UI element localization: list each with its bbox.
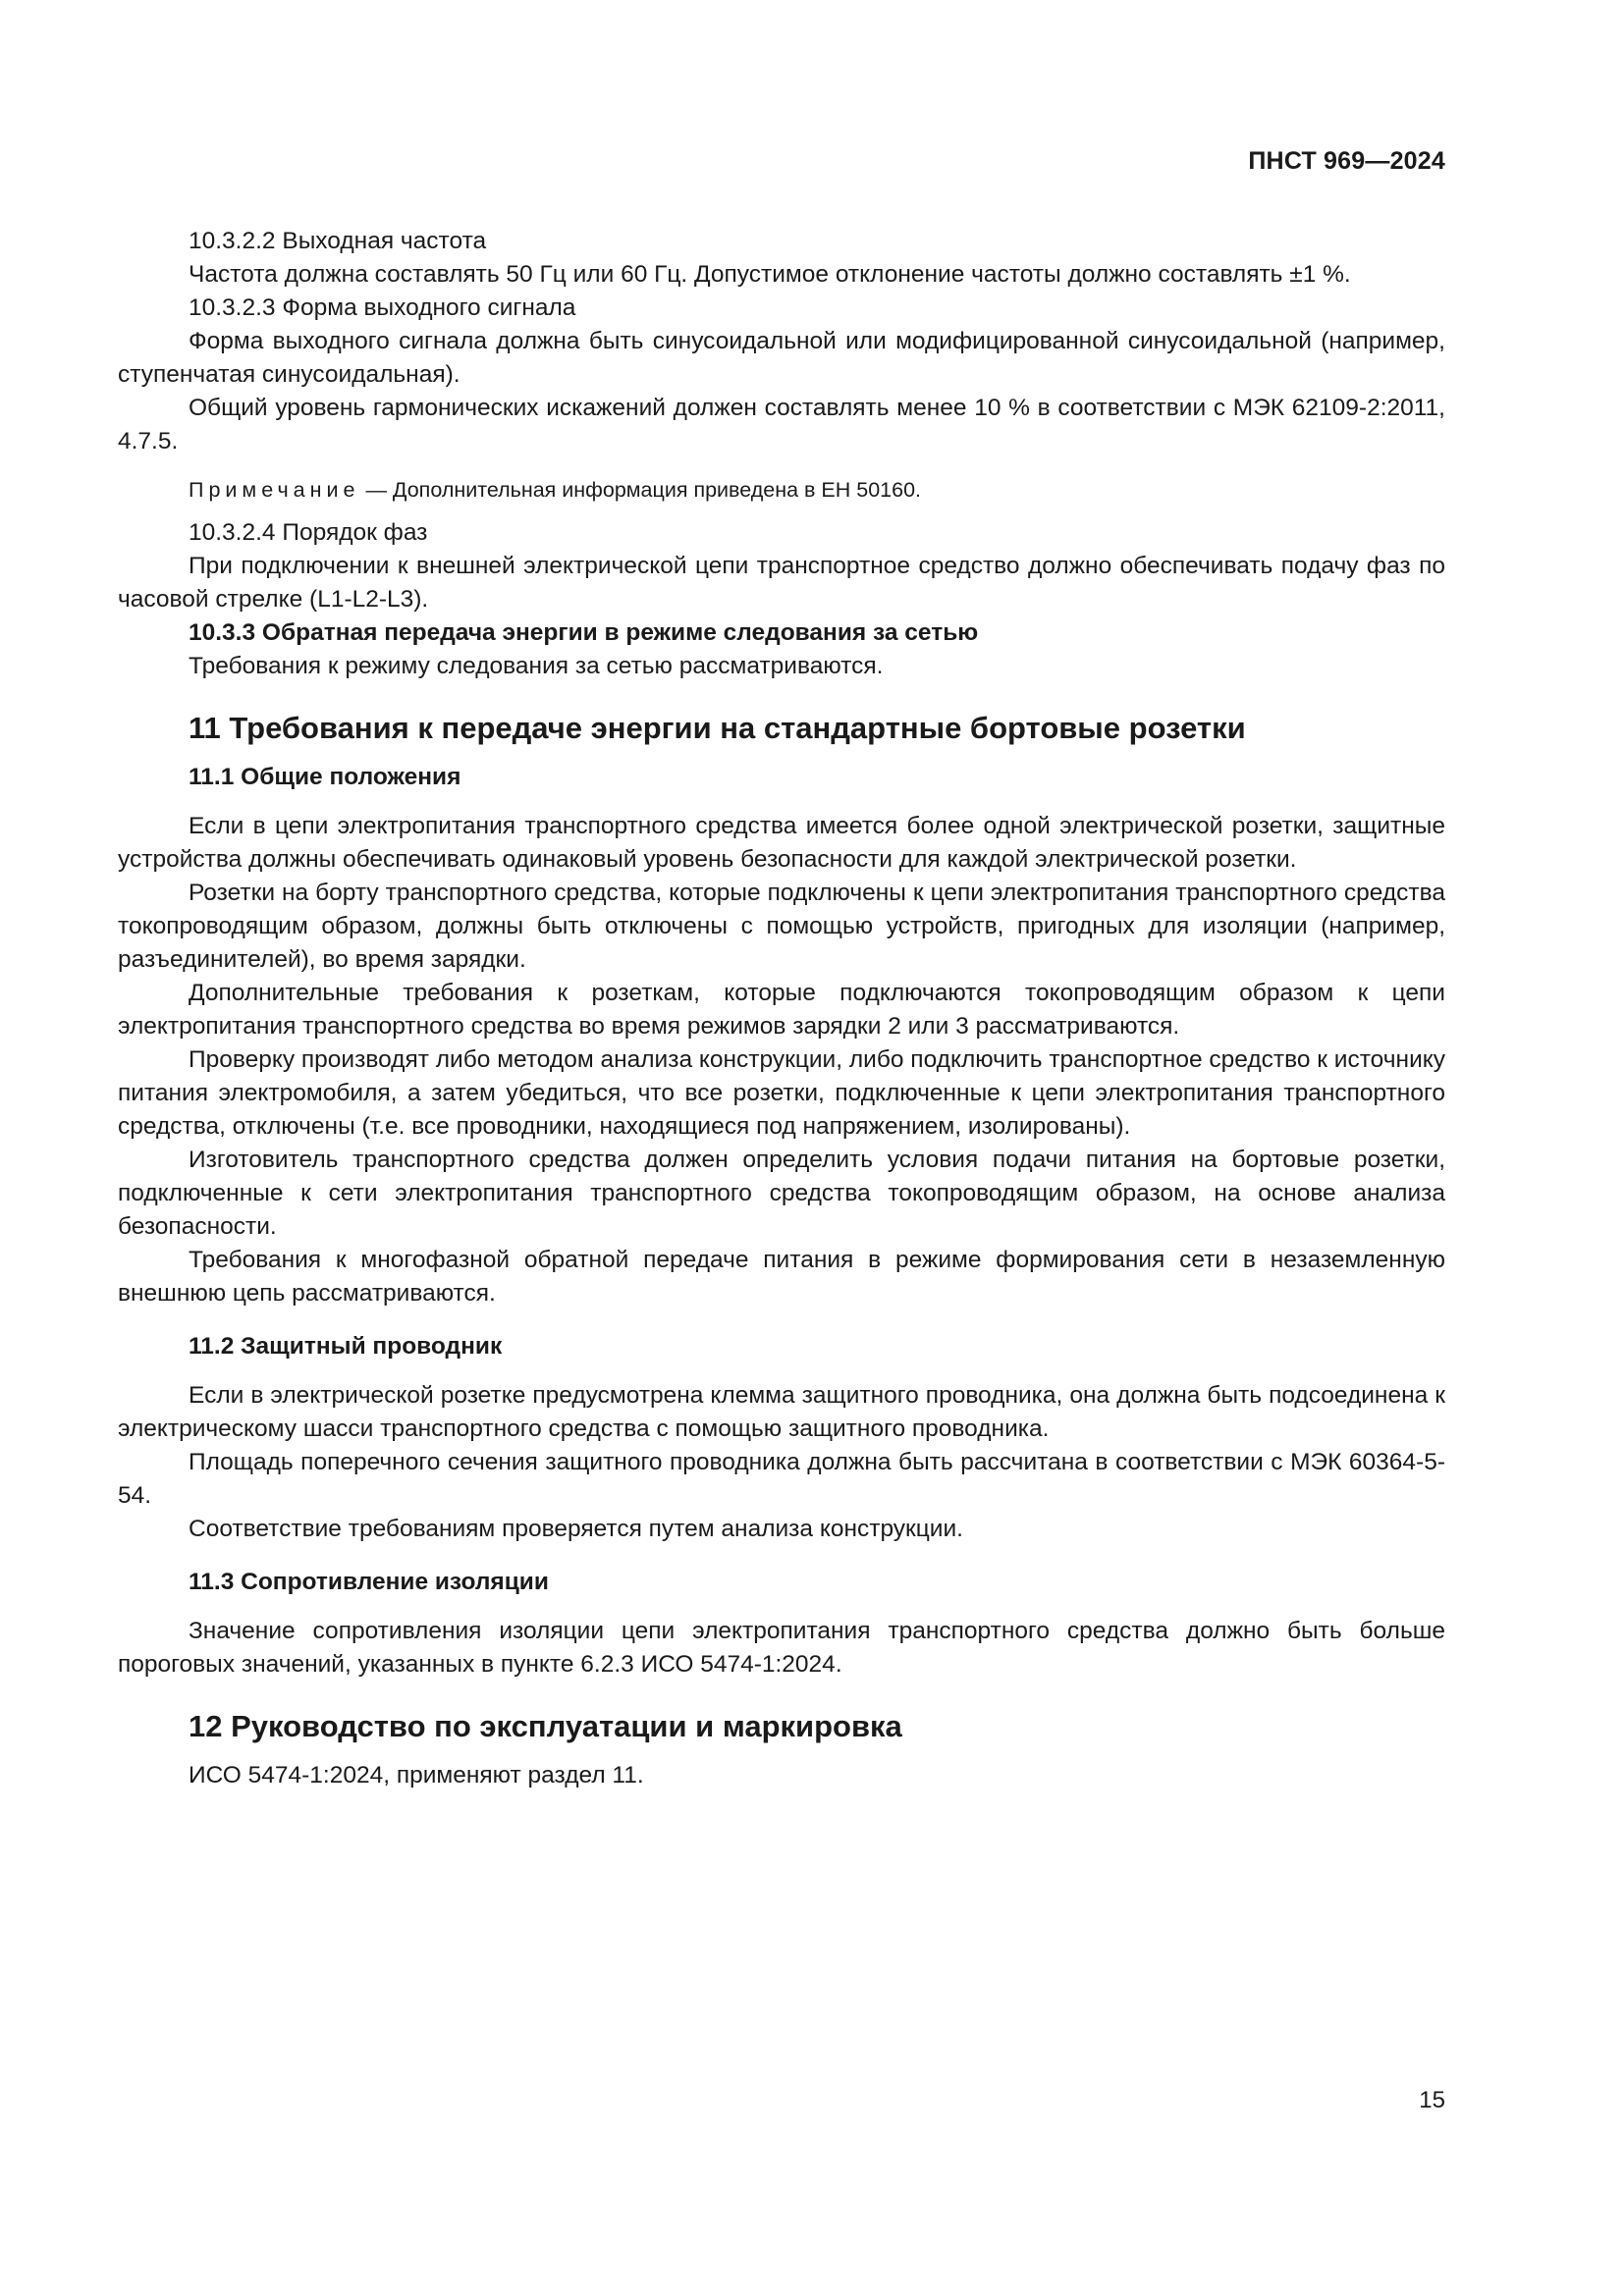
section-11-3-heading: 11.3 Сопротивление изоляции <box>189 1569 549 1595</box>
section-11-heading: 11 Требования к передаче энергии на стандартные бортовые розетки <box>189 711 1246 745</box>
document-number: ПНСТ 969—2024 <box>1248 147 1445 175</box>
section-11-2-paragraph: Если в электрической розетке предусмотрена клемма защитного проводника, она должна быть подсоединена к электрическому шасси транспортного средства с помощью защитного проводника. <box>118 1382 1445 1442</box>
section-11-3-paragraph: Значение сопротивления изоляции цепи электропитания транспортного средства должно быть больше пороговых значений, указанных в пункте 6.2.3 ИСО 5474-1:2024. <box>118 1618 1445 1678</box>
clause-10-3-3-title: 10.3.3 Обратная передача энергии в режиме следования за сетью <box>189 619 979 646</box>
section-11-2-heading: 11.2 Защитный проводник <box>189 1333 503 1360</box>
section-11-1-paragraph: Требования к многофазной обратной передаче питания в режиме формирования сети в незаземленную внешнюю цепь рассматриваются. <box>118 1247 1445 1307</box>
note <box>118 475 1445 505</box>
section-11-1-paragraph: Изготовитель транспортного средства должен определить условия подачи питания на бортовые розетки, подключенные к сети электропитания транспортного средства токопроводящим образом, на основе анализа безопасности. <box>118 1147 1445 1240</box>
clause-10-3-2-4-text: При подключении к внешней электрической цепи транспортное средство должно обеспечивать подачу фаз по часовой стрелке (L1-L2-L3). <box>118 553 1445 613</box>
note-text: — Дополнительная информация приведена в ЕН 50160. <box>365 478 922 502</box>
clause-10-3-2-2-text: Частота должна составлять 50 Гц или 60 Гц. Допустимое отклонение частоты должно составлять ±1 %. <box>189 261 1351 288</box>
section-12-text: ИСО 5474-1:2024, применяют раздел 11. <box>189 1762 644 1789</box>
page-number: 15 <box>1419 2087 1445 2113</box>
section-11-2-paragraph: Соответствие требованиям проверяется путем анализа конструкции. <box>189 1516 963 1542</box>
clause-10-3-2-3-text: Форма выходного сигнала должна быть синусоидальной или модифицированной синусоидальной (например, ступенчатая синусоидальная). <box>118 328 1445 388</box>
section-11-1-paragraph: Дополнительные требования к розеткам, которые подключаются токопроводящим образом к цепи электропитания транспортного средства во время режимов зарядки 2 или 3 рассматриваются. <box>118 980 1445 1040</box>
clause-10-3-2-3-title: 10.3.2.3 Форма выходного сигнала <box>189 294 576 321</box>
clause-10-3-2-4-title: 10.3.2.4 Порядок фаз <box>189 519 428 546</box>
section-11-1-heading: 11.1 Общие положения <box>189 764 461 790</box>
note-label: Примечание <box>189 478 360 502</box>
section-11-1-paragraph: Розетки на борту транспортного средства, которые подключены к цепи электропитания транспортного средства токопроводящим образом, должны быть отключены с помощью устройств, пригодных для изоляции (например, разъединителей), во время зарядки. <box>118 880 1445 973</box>
section-11-1-paragraph: Если в цепи электропитания транспортного средства имеется более одной электрической розетки, защитные устройства должны обеспечивать одинаковый уровень безопасности для каждой электрической розетки. <box>118 813 1445 873</box>
section-12-heading: 12 Руководство по эксплуатации и маркировка <box>189 1709 902 1743</box>
section-11-1-paragraph: Проверку производят либо методом анализа конструкции, либо подключить транспортное средство к источнику питания электромобиля, а затем убедиться, что все розетки, подключенные к цепи электропитания транспортного средства, отключены (т.е. все проводники, находящиеся под напряжением, изолированы). <box>118 1046 1445 1140</box>
clause-10-3-2-2-title: 10.3.2.2 Выходная частота <box>189 228 487 254</box>
page-body <box>118 225 1445 1792</box>
clause-10-3-2-3-thd-text: Общий уровень гармонических искажений должен составлять менее 10 % в соответствии с МЭК 62109-2:2011, 4.7.5. <box>118 395 1445 454</box>
clause-10-3-3-text: Требования к режиму следования за сетью рассматриваются. <box>189 653 884 679</box>
section-11-2-paragraph: Площадь поперечного сечения защитного проводника должна быть рассчитана в соответствии с МЭК 60364-5-54. <box>118 1449 1445 1509</box>
